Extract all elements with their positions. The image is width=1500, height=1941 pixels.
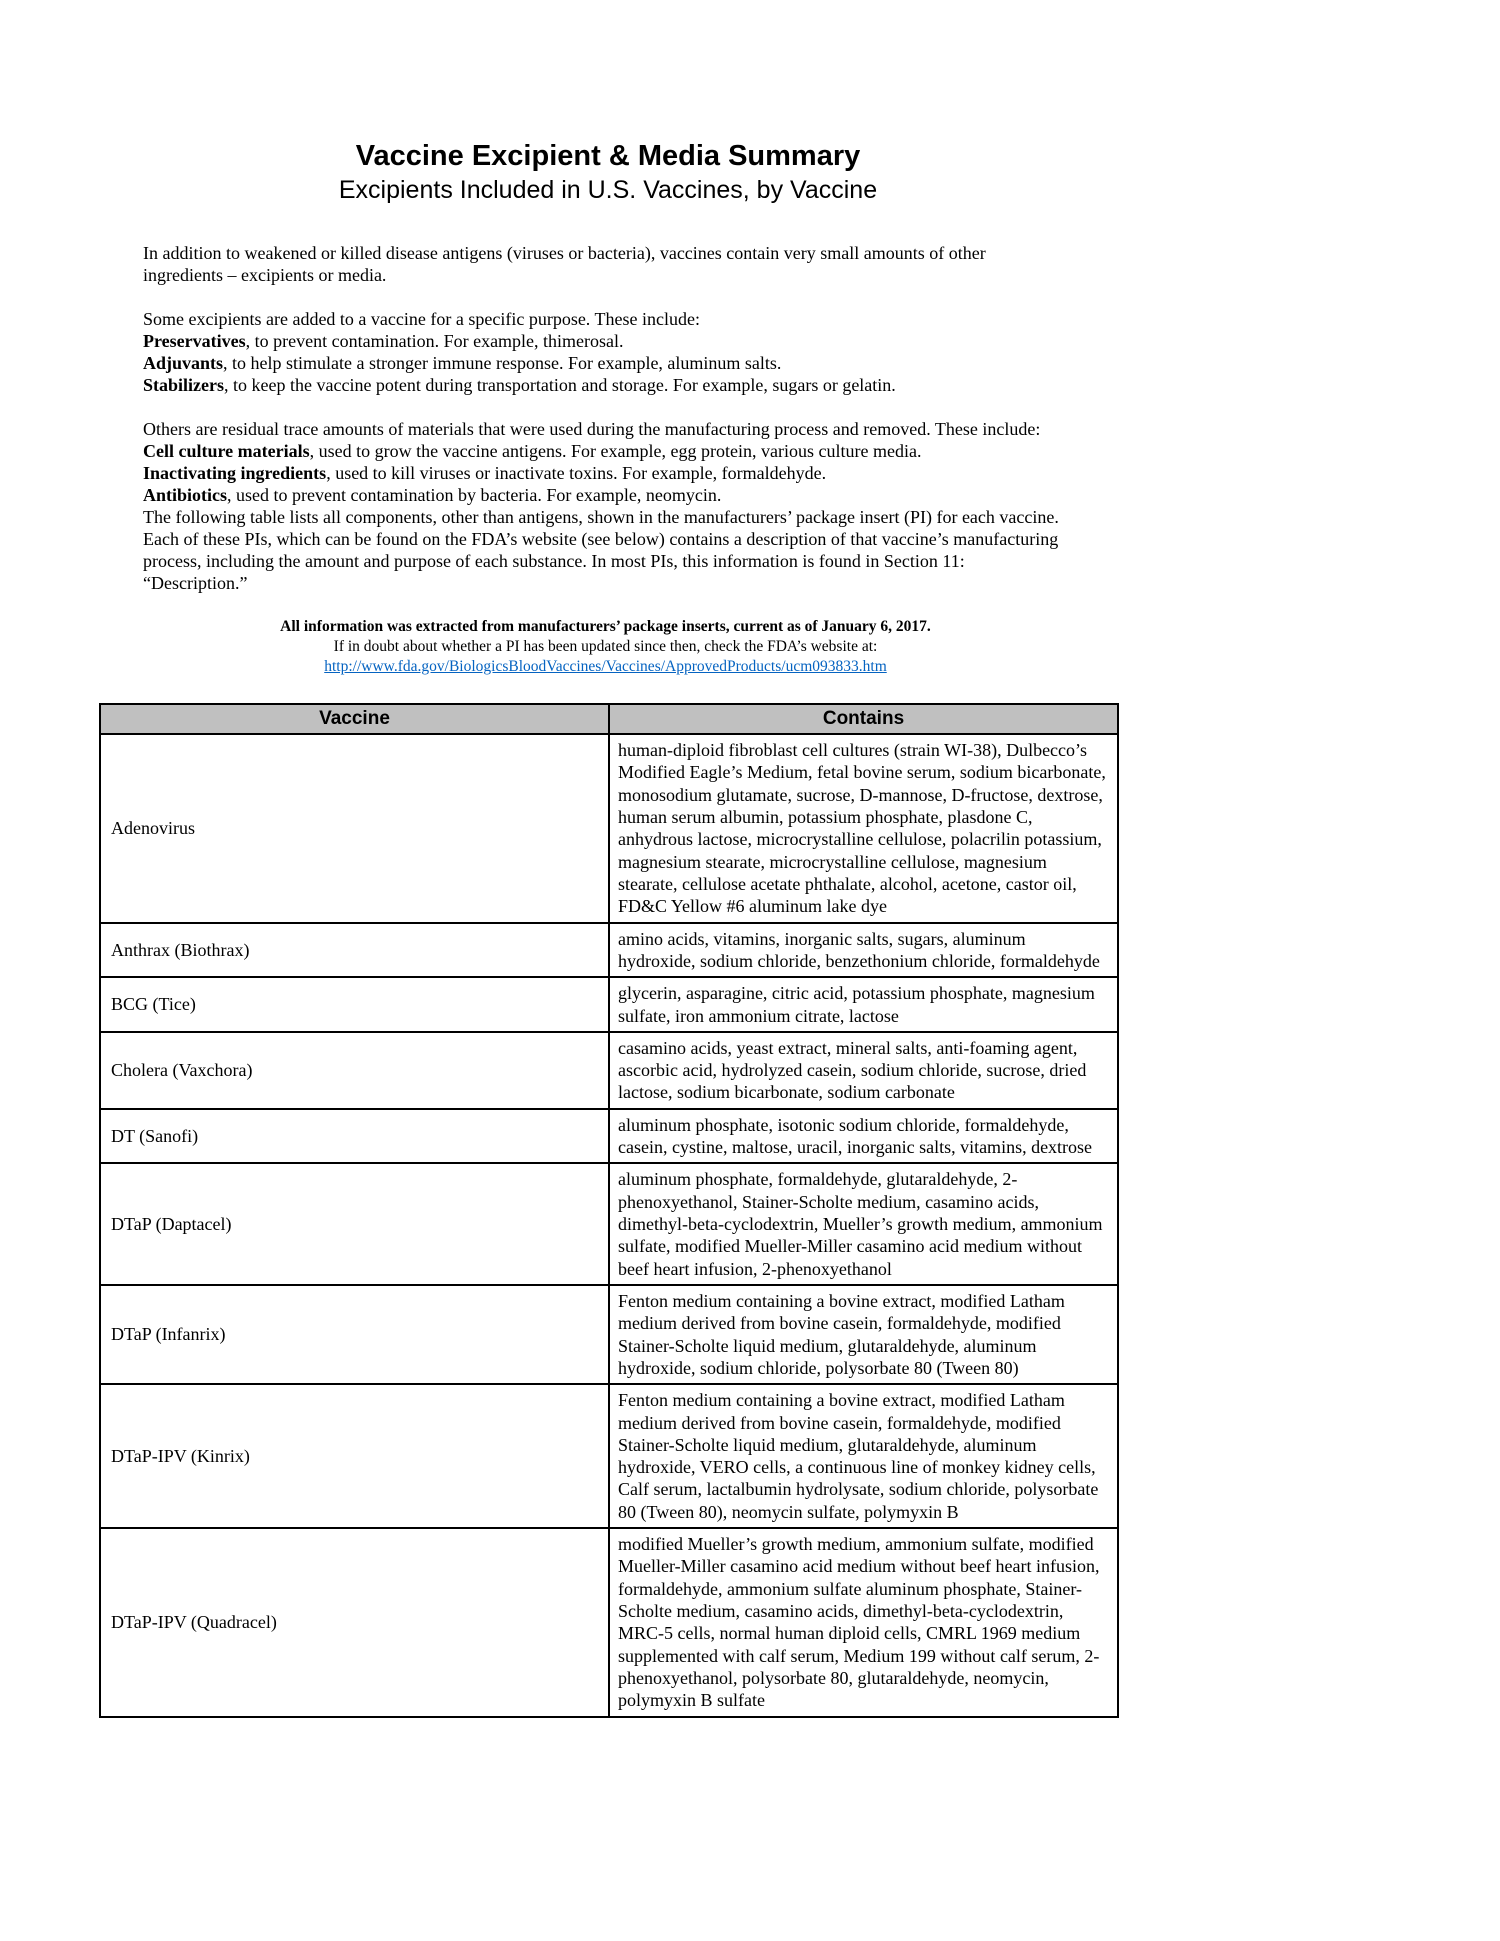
document-body bbox=[143, 243, 1068, 677]
table-row bbox=[100, 1285, 1118, 1384]
residual-item bbox=[143, 485, 1068, 507]
vaccine-contains: modified Mueller’s growth medium, ammonium sulfate, modified Mueller-Miller casamino acid medium without beef heart infusion, formaldehyde, ammonium sulfate aluminum phosphate, Stainer-Scholte medium, casamino acids, dimethyl-beta-cyclodextrin, MRC-5 cells, normal human diploid cells, CMRL 1969 medium supplemented with calf serum, Medium 199 without calf serum, 2-phenoxyethanol, polysorbate 80, glutaraldehyde, neomycin, polymyxin B sulfate bbox=[609, 1528, 1118, 1717]
residual-block bbox=[143, 419, 1068, 507]
intro-paragraph: In addition to weakened or killed disease antigens (viruses or bacteria), vaccines contain very small amounts of other ingredients – excipients or media. bbox=[143, 243, 986, 286]
purpose-text: , to help stimulate a stronger immune response. For example, aluminum salts. bbox=[223, 353, 782, 374]
update-note-bold: All information was extracted from manufacturers’ package inserts, current as of January 6, 2017. bbox=[280, 617, 931, 635]
vaccine-contains: Fenton medium containing a bovine extract, modified Latham medium derived from bovine casein, formaldehyde, modified Stainer-Scholte liquid medium, glutaraldehyde, aluminum hydroxide, VERO cells, a continuous line of monkey kidney cells, Calf serum, lactalbumin hydrolysate, sodium chloride, polysorbate 80 (Tween 80), neomycin sulfate, polymyxin B bbox=[609, 1384, 1118, 1528]
residual-term: Cell culture materials bbox=[143, 441, 310, 462]
fda-link[interactable]: http://www.fda.gov/BiologicsBloodVaccines/Vaccines/ApprovedProducts/ucm093833.htm bbox=[324, 657, 887, 675]
residual-term: Antibiotics bbox=[143, 484, 228, 505]
header-vaccine: Vaccine bbox=[100, 704, 609, 734]
table-row bbox=[100, 734, 1118, 923]
vaccine-contains: Fenton medium containing a bovine extract, modified Latham medium derived from bovine casein, formaldehyde, modified Stainer-Scholte liquid medium, glutaraldehyde, aluminum hydroxide, sodium chloride, polysorbate 80 (Tween 80) bbox=[609, 1285, 1118, 1384]
vaccine-name: BCG (Tice) bbox=[100, 977, 609, 1032]
vaccine-name: DT (Sanofi) bbox=[100, 1109, 609, 1164]
residual-item bbox=[143, 441, 1068, 463]
residual-text: , used to grow the vaccine antigens. For example, egg protein, various culture media. bbox=[309, 441, 922, 462]
residual-text: , used to kill viruses or inactivate toxins. For example, formaldehyde. bbox=[326, 462, 827, 483]
residual-term: Inactivating ingredients bbox=[143, 462, 327, 483]
update-note-line: If in doubt about whether a PI has been updated since then, check the FDA’s website at: bbox=[333, 637, 878, 655]
purpose-item bbox=[143, 331, 1068, 353]
page-title: Vaccine Excipient & Media Summary bbox=[355, 140, 861, 172]
vaccine-contains: amino acids, vitamins, inorganic salts, sugars, aluminum hydroxide, sodium chloride, benzethonium chloride, formaldehyde bbox=[609, 923, 1118, 978]
purpose-term: Adjuvants bbox=[143, 353, 224, 374]
vaccine-contains: aluminum phosphate, isotonic sodium chloride, formaldehyde, casein, cystine, maltose, uracil, inorganic salts, vitamins, dextrose bbox=[609, 1109, 1118, 1164]
residual-text: , used to prevent contamination by bacteria. For example, neomycin. bbox=[227, 484, 722, 505]
header-contains: Contains bbox=[609, 704, 1118, 734]
vaccine-contains: casamino acids, yeast extract, mineral salts, anti-foaming agent, ascorbic acid, hydrolyzed casein, sodium chloride, sucrose, dried lactose, sodium bicarbonate, sodium carbonate bbox=[609, 1032, 1118, 1109]
table-row bbox=[100, 977, 1118, 1032]
fda-link-line bbox=[143, 657, 1068, 677]
vaccine-name: DTaP (Infanrix) bbox=[100, 1285, 609, 1384]
table-row bbox=[100, 1032, 1118, 1109]
excipient-table bbox=[99, 703, 1119, 1718]
purpose-text: , to prevent contamination. For example, thimerosal. bbox=[245, 331, 624, 352]
vaccine-contains: aluminum phosphate, formaldehyde, glutaraldehyde, 2-phenoxyethanol, Stainer-Scholte medium, casamino acids, dimethyl-beta-cyclodextrin, Mueller’s growth medium, ammonium sulfate, modified Mueller-Miller casamino acid medium without beef heart infusion, 2-phenoxyethanol bbox=[609, 1163, 1118, 1285]
table-row bbox=[100, 1528, 1118, 1717]
table-note-paragraph: The following table lists all components, other than antigens, shown in the manufacturers’ package insert (PI) for each vaccine. Each of these PIs, which can be found on the FDA’s website (see below) contains a description of that vaccine’s manufacturing process, including the amount and purpose of each substance. In most PIs, this information is found in Section 11: “Description.” bbox=[143, 506, 1059, 593]
vaccine-contains: human-diploid fibroblast cell cultures (strain WI-38), Dulbecco’s Modified Eagle’s Medium, fetal bovine serum, sodium bicarbonate, monosodium glutamate, sucrose, D-mannose, D-fructose, dextrose, human serum albumin, potassium phosphate, plasdone C, anhydrous lactose, microcrystalline cellulose, polacrilin potassium, magnesium stearate, microcrystalline cellulose, magnesium stearate, cellulose acetate phthalate, alcohol, acetone, castor oil, FD&C Yellow #6 aluminum lake dye bbox=[609, 734, 1118, 923]
vaccine-name: DTaP-IPV (Kinrix) bbox=[100, 1384, 609, 1528]
purpose-item bbox=[143, 375, 1068, 397]
vaccine-name: DTaP-IPV (Quadracel) bbox=[100, 1528, 609, 1717]
residual-item bbox=[143, 463, 1068, 485]
table-row bbox=[100, 1163, 1118, 1285]
purpose-intro: Some excipients are added to a vaccine for a specific purpose. These include: bbox=[143, 309, 700, 330]
residual-intro: Others are residual trace amounts of materials that were used during the manufacturing process and removed. These include: bbox=[143, 419, 1041, 440]
table-header-row bbox=[100, 704, 1118, 734]
vaccine-contains: glycerin, asparagine, citric acid, potassium phosphate, magnesium sulfate, iron ammonium citrate, lactose bbox=[609, 977, 1118, 1032]
update-note-block bbox=[143, 617, 1068, 677]
table-row bbox=[100, 923, 1118, 978]
vaccine-name: Cholera (Vaxchora) bbox=[100, 1032, 609, 1109]
vaccine-name: Anthrax (Biothrax) bbox=[100, 923, 609, 978]
purpose-term: Preservatives bbox=[143, 331, 246, 352]
purpose-term: Stabilizers bbox=[143, 375, 224, 396]
table-row bbox=[100, 1109, 1118, 1164]
vaccine-name: Adenovirus bbox=[100, 734, 609, 923]
document-header bbox=[0, 0, 1216, 205]
table-row bbox=[100, 1384, 1118, 1528]
page-subtitle: Excipients Included in U.S. Vaccines, by Vaccine bbox=[338, 176, 878, 205]
purpose-text: , to keep the vaccine potent during transportation and storage. For example, sugars or gelatin. bbox=[224, 375, 896, 396]
purpose-block bbox=[143, 309, 1068, 397]
purpose-item bbox=[143, 353, 1068, 375]
vaccine-name: DTaP (Daptacel) bbox=[100, 1163, 609, 1285]
